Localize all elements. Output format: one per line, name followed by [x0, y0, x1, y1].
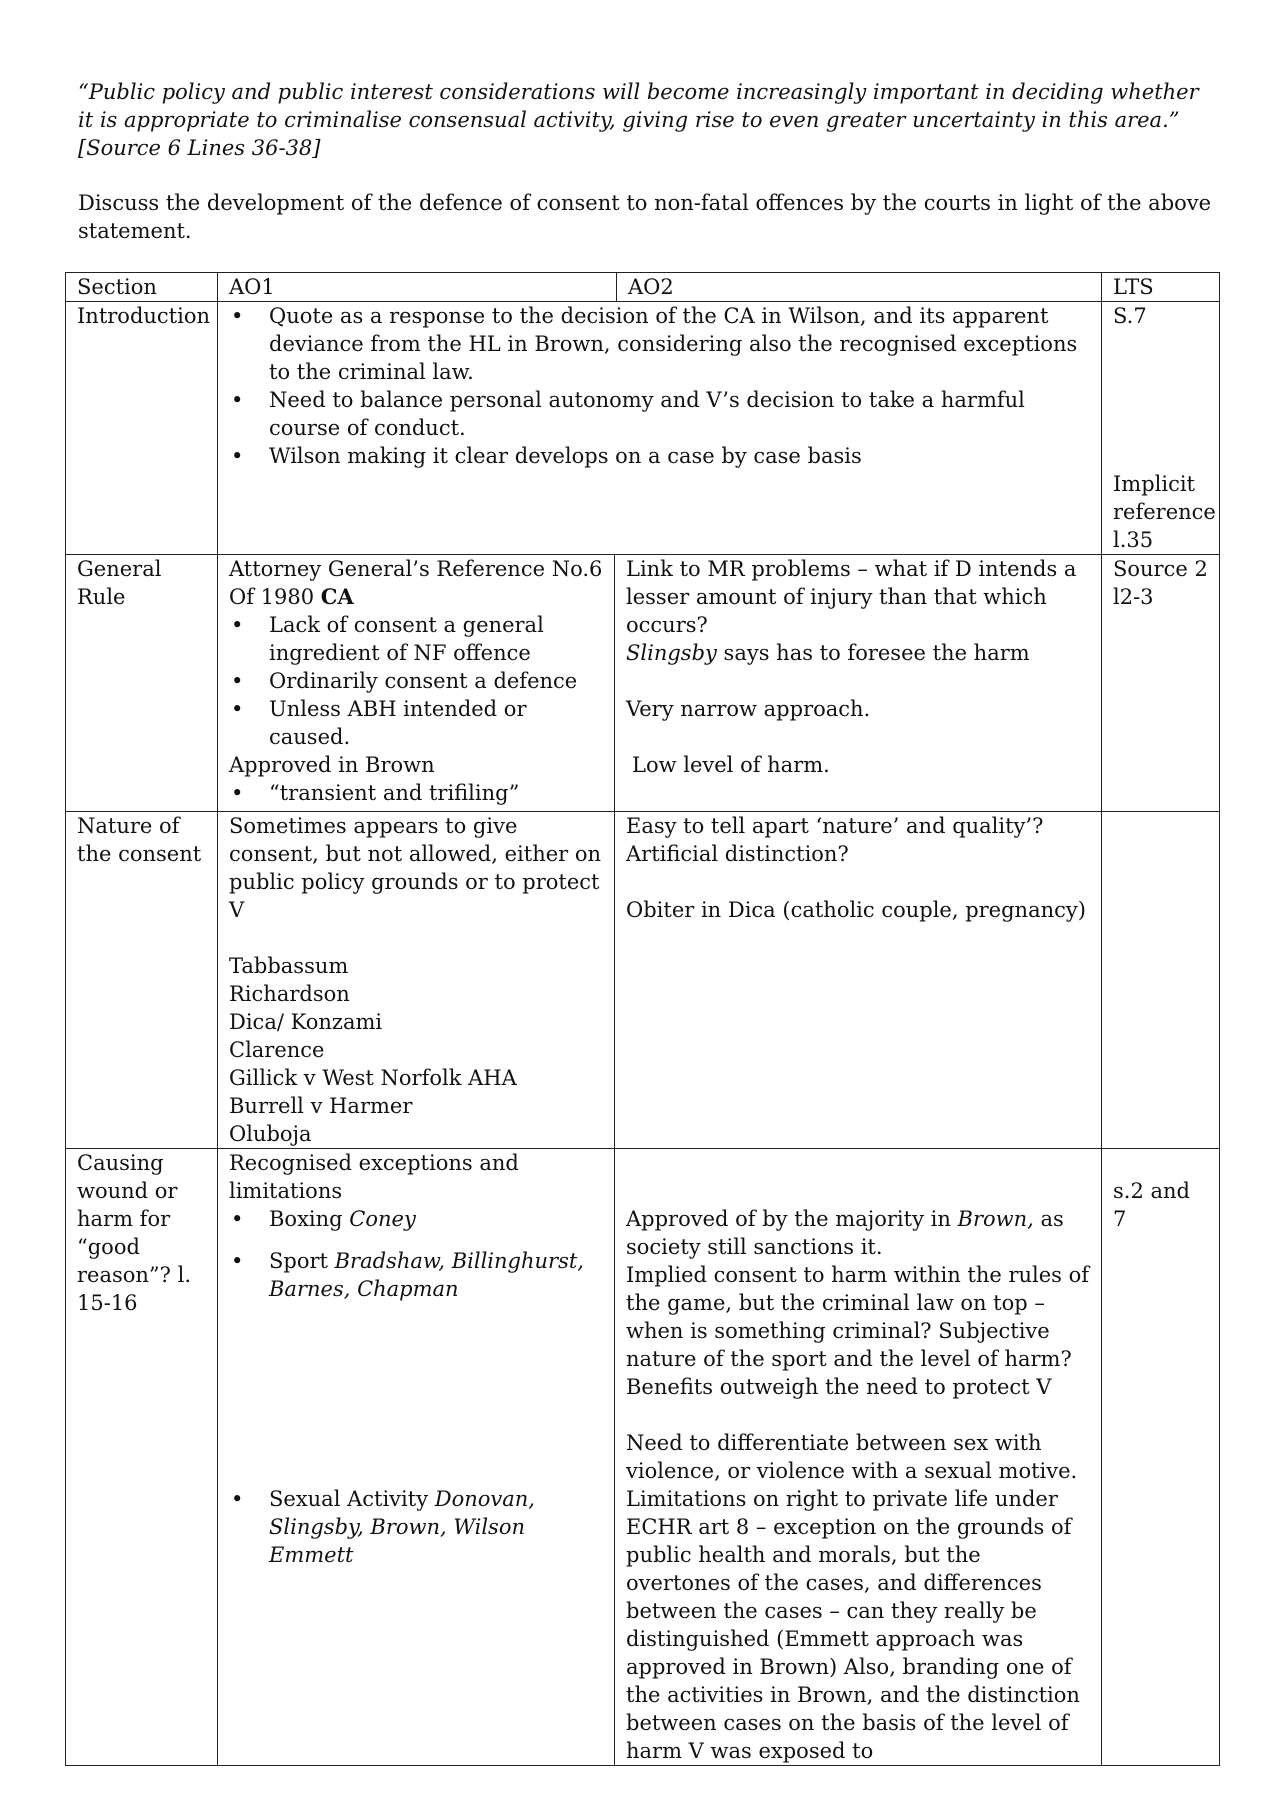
ao2-paragraph: Need to differentiate between sex with violence, or violence with a sexual motive. Limitations on right to private life under ECHR art 8 – exception on the grounds of public health and morals, but the overtones of the cases, and differences between the cases – can they really be distinguished (Emmett approach was approved in Brown) Also, branding one of the activities in Brown, and the distinction between cases on the basis of the level of harm V was exposed to [626, 1431, 1080, 1763]
list-item: • Ordinarily consent a defence [229, 667, 603, 695]
causing-lts [1102, 1149, 1220, 1766]
list-item: • Boxing Coney [229, 1205, 603, 1233]
header-ao2: AO2 [628, 275, 674, 299]
list-item: • “transient and trifiling” [229, 779, 603, 807]
essay-question: Discuss the development of the defence of consent to non-fatal offences by the courts in light of the above statement. [78, 191, 1212, 243]
approved-note: Approved in Brown [229, 753, 435, 777]
list-item: • Lack of consent a general ingredient of NF offence [229, 611, 603, 667]
table-header-row [66, 273, 1220, 302]
section-introduction: Introduction [66, 302, 218, 555]
list-item: Burrell v Harmer [229, 1094, 413, 1118]
lts-reference: S.7 [1113, 304, 1147, 328]
ao1-paragraph: Sometimes appears to give consent, but not allowed, either on public policy grounds or to protect V [229, 814, 602, 922]
essay-plan-table [65, 272, 1220, 1766]
section-nature-of-consent: Nature of the consent [66, 812, 218, 1149]
general-rule-ao1 [218, 555, 615, 812]
ao1-title: Recognised exceptions and limitations [229, 1151, 519, 1203]
case-title: Attorney General’s Reference No.6 Of 1980 CA [229, 557, 603, 609]
list-item: • Wilson making it clear develops on a case by case basis [229, 442, 1090, 470]
ao2-paragraph: Link to MR problems – what if D intends a lesser amount of injury than that which occurs? [626, 557, 1077, 637]
section-causing-wound: Causing wound or harm for “good reason”? l. 15-16 [66, 1149, 218, 1766]
table-row [66, 1149, 1220, 1766]
causing-ao2 [615, 1149, 1102, 1766]
list-item: • Sport Bradshaw, Billinghurst, Barnes, Chapman [229, 1247, 603, 1303]
source-quote: “Public policy and public interest considerations will become increasingly important in deciding whether it is appropriate to criminalise consensual activity, giving rise to even greater uncertainty in this area.” [Source 6 Lines 36-38] [78, 80, 1199, 160]
ao2-paragraph: Low level of harm. [632, 753, 830, 777]
header-ao1: AO1 [218, 273, 617, 301]
header-lts: LTS [1102, 273, 1220, 302]
general-rule-lts: Source 2 l2-3 [1102, 555, 1220, 812]
general-rule-ao2 [615, 555, 1102, 812]
lts-reference: Implicit reference l.35 [1113, 472, 1216, 552]
table-row [66, 555, 1220, 812]
list-item: • Quote as a response to the decision of the CA in Wilson, and its apparent deviance from the HL in Brown, considering also the recognised exceptions to the criminal law. [229, 302, 1090, 386]
list-item: Richardson [229, 982, 350, 1006]
nature-ao2 [615, 812, 1102, 1149]
list-item: • Need to balance personal autonomy and V’s decision to take a harmful course of conduct. [229, 386, 1090, 442]
case-list [229, 952, 603, 1148]
list-item: Gillick v West Norfolk AHA [229, 1066, 517, 1090]
nature-lts [1102, 812, 1220, 1149]
ao2-paragraph: Easy to tell apart ‘nature’ and quality’? Artificial distinction? [626, 814, 1044, 866]
introduction-content [218, 302, 1102, 555]
list-item: • Sexual Activity Donovan, Slingsby, Brown, Wilson Emmett [229, 1485, 603, 1569]
nature-ao1 [218, 812, 615, 1149]
ao2-paragraph: Obiter in Dica (catholic couple, pregnancy) [626, 898, 1086, 922]
list-item: • Unless ABH intended or caused. [229, 695, 603, 751]
list-item: Tabbassum [229, 954, 349, 978]
ao2-paragraph: Approved of by the majority in Brown, as society still sanctions it. [626, 1207, 1064, 1259]
header-section: Section [66, 273, 218, 302]
list-item: Clarence [229, 1038, 325, 1062]
ao2-paragraph: Very narrow approach. [626, 697, 871, 721]
introduction-lts [1102, 302, 1220, 555]
lts-reference: s.2 and 7 [1113, 1179, 1190, 1231]
list-item: Dica/ Konzami [229, 1010, 383, 1034]
section-general-rule: General Rule [66, 555, 218, 812]
ao2-paragraph: Slingsby says has to foresee the harm [626, 641, 1030, 665]
list-item: Oluboja [229, 1122, 312, 1146]
table-row [66, 812, 1220, 1149]
introduction-bullets [229, 302, 1090, 470]
ao2-paragraph: Implied consent to harm within the rules of the game, but the criminal law on top – when is something criminal? Subjective nature of the sport and the level of harm? Benefits outweigh the need to protect V [626, 1263, 1090, 1399]
causing-ao1 [218, 1149, 615, 1766]
table-row [66, 302, 1220, 555]
